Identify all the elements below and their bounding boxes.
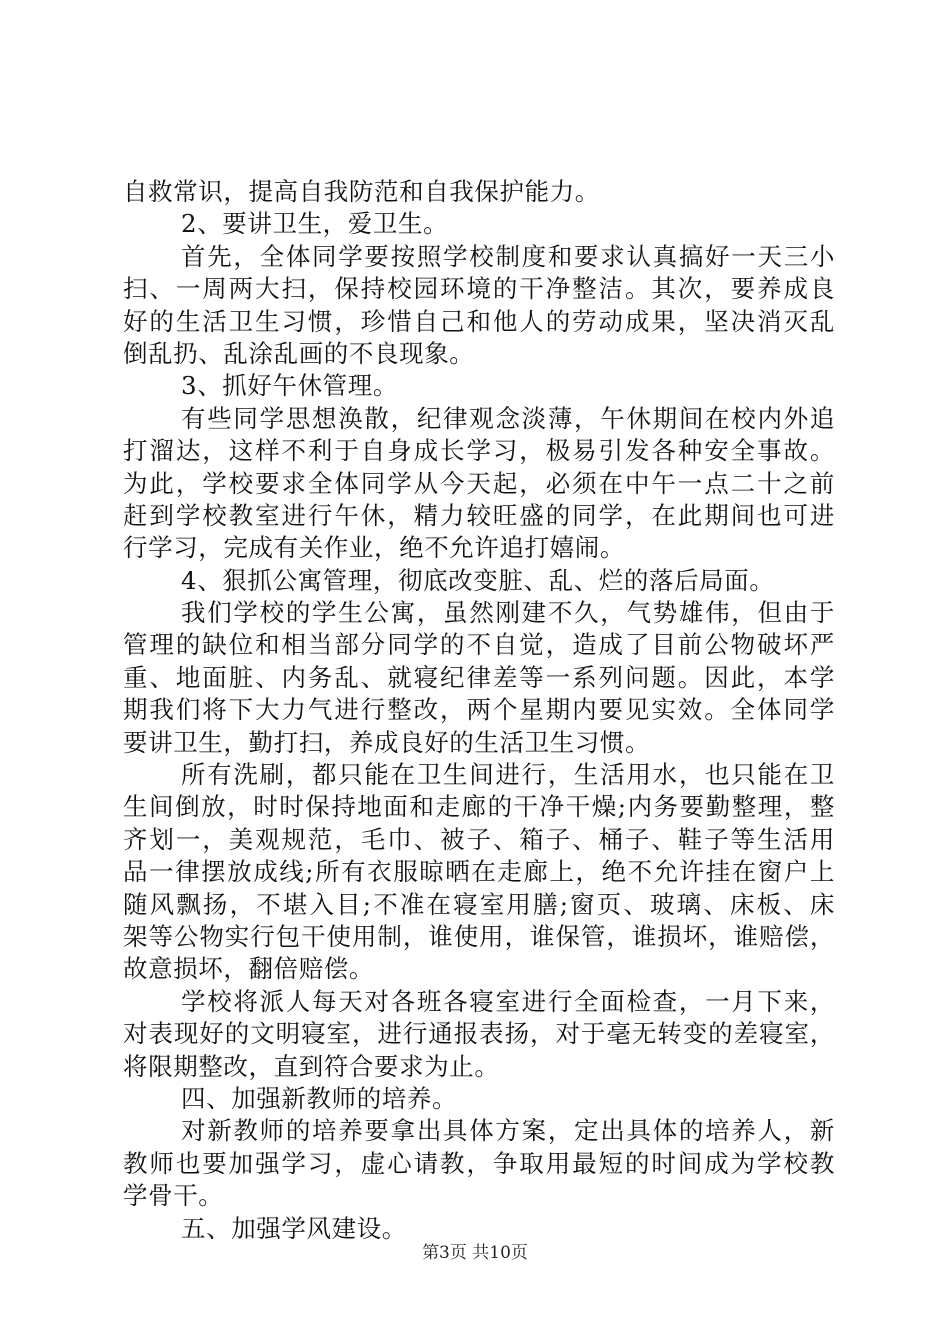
text-line: 扫、一周两大扫，保持校园环境的干净整洁。其次，要养成良 (123, 274, 835, 304)
text-line: 期我们将下大力气进行整改，两个星期内要见实效。全体同学 (123, 695, 835, 725)
text-line: 五、加强学风建设。 (181, 1213, 407, 1243)
text-line: 赶到学校教室进行午休，精力较旺盛的同学，在此期间也可进 (123, 500, 835, 530)
text-line: 重、地面脏、内务乱、就寝纪律差等一系列问题。因此，本学 (123, 662, 835, 692)
text-line: 打溜达，这样不利于自身成长学习，极易引发各种安全事故。 (123, 436, 835, 466)
text-line: 我们学校的学生公寓，虽然刚建不久，气势雄伟，但由于 (181, 598, 835, 628)
text-line: 将限期整改，直到符合要求为止。 (123, 1051, 500, 1081)
text-line: 要讲卫生，勤打扫，养成良好的生活卫生习惯。 (123, 727, 651, 757)
text-line: 学骨干。 (123, 1181, 224, 1211)
text-line: 有些同学思想涣散，纪律观念淡薄，午休期间在校内外追 (181, 403, 835, 433)
text-line: 四、加强新教师的培养。 (181, 1083, 458, 1113)
text-line: 齐划一，美观规范，毛巾、被子、箱子、桶子、鞋子等生活用 (123, 824, 835, 854)
text-line: 3、抓好午休管理。 (181, 371, 398, 401)
text-line: 为此，学校要求全体同学从今天起，必须在中午一点二十之前 (123, 468, 835, 498)
text-line: 生间倒放，时时保持地面和走廊的干净干燥;内务要勤整理，整 (123, 792, 835, 822)
text-line: 倒乱扔、乱涂乱画的不良现象。 (123, 338, 475, 368)
text-line: 对表现好的文明寝室，进行通报表扬，对于毫无转变的差寝室， (123, 1019, 835, 1049)
text-line: 首先，全体同学要按照学校制度和要求认真搞好一天三小 (181, 241, 835, 271)
text-line: 随风飘扬，不堪入目;不准在寝室用膳;窗页、玻璃、床板、床 (123, 889, 835, 919)
text-line: 4、狠抓公寓管理，彻底改变脏、乱、烂的落后局面。 (181, 565, 775, 595)
text-line: 学校将派人每天对各班各寝室进行全面检查，一月下来， (181, 986, 835, 1016)
page-footer: 第3页 共10页 (422, 1243, 528, 1263)
text-line: 2、要讲卫生，爱卫生。 (181, 209, 449, 239)
text-line: 行学习，完成有关作业，绝不允许追打嬉闹。 (123, 533, 625, 563)
text-line: 对新教师的培养要拿出具体方案，定出具体的培养人，新 (181, 1116, 835, 1146)
text-line: 架等公物实行包干使用制，谁使用，谁保管，谁损坏，谁赔偿， (123, 921, 835, 951)
text-line: 品一律摆放成线;所有衣服晾晒在走廊上，绝不允许挂在窗户上 (123, 857, 835, 887)
text-line: 管理的缺位和相当部分同学的不自觉，造成了目前公物破坏严 (123, 630, 835, 660)
text-line: 教师也要加强学习，虚心请教，争取用最短的时间成为学校教 (123, 1148, 835, 1178)
text-line: 所有洗刷，都只能在卫生间进行，生活用水，也只能在卫 (181, 760, 835, 790)
text-line: 自救常识，提高自我防范和自我保护能力。 (123, 177, 600, 206)
text-line: 好的生活卫生习惯，珍惜自己和他人的劳动成果，坚决消灭乱 (123, 306, 835, 336)
document-body (123, 176, 835, 1245)
text-line: 故意损坏，翻倍赔偿。 (123, 954, 374, 984)
